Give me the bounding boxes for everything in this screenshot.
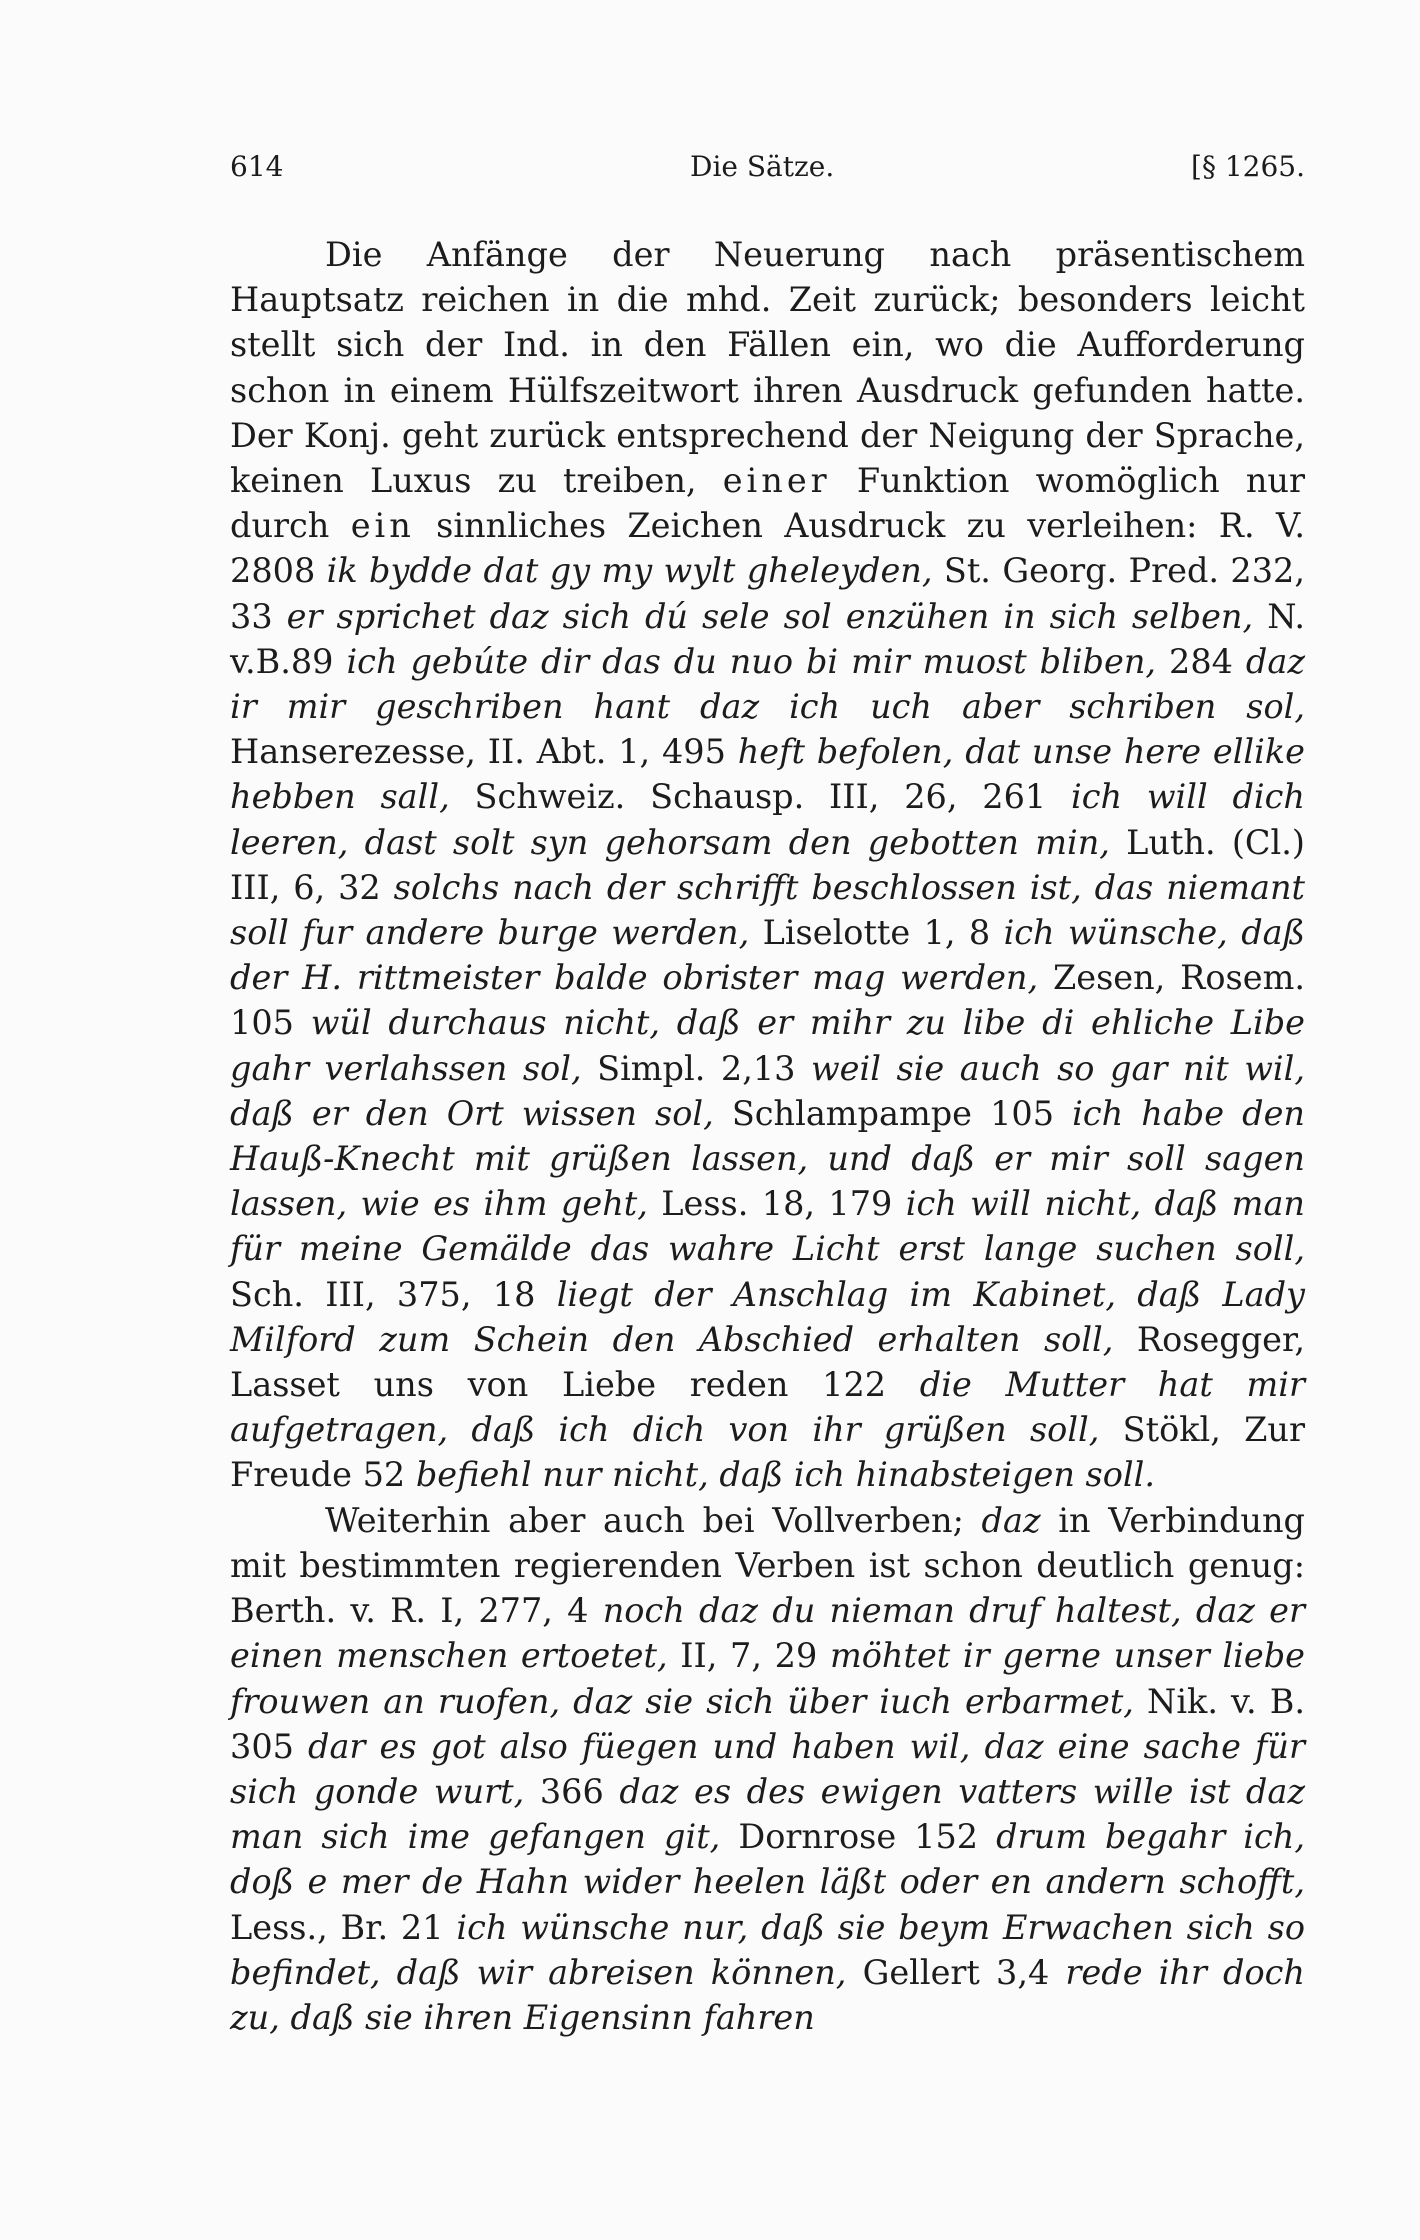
text-run: Liselotte 1, 8	[749, 913, 1004, 953]
text-run: Dornrose 152	[720, 1817, 997, 1857]
text-run: 366	[524, 1771, 620, 1811]
citation-quote: daz ir mir geschriben hant daz ich uch aber schriben sol,	[230, 641, 1305, 727]
citation-quote: liegt der Anschlag im Kabinet, daß Lady Milford zum Schein den Abschied erhalten soll,	[230, 1274, 1305, 1359]
text-run: Weiterhin aber auch bei Vollverben;	[325, 1500, 982, 1540]
running-title: Die Sätze.	[690, 150, 835, 183]
text-run: Hanserezesse, II. Abt. 1, 495	[230, 732, 738, 772]
citation-quote: dar es got also füegen und haben wil, daz eine sache für sich gonde wurt,	[230, 1726, 1305, 1811]
citation-quote: befiehl nur nicht, daß ich hinabsteigen soll.	[415, 1455, 1155, 1495]
citation-quote: solchs nach der schrifft beschlossen ist, das niemant soll fur andere burge werden,	[230, 867, 1305, 953]
text-run: Luth. (Cl.) III, 6, 32	[230, 822, 1305, 907]
citation-quote: drum begahr ich, doß e mer de Hahn wider heelen läßt oder en andern schofft,	[230, 1817, 1305, 1902]
text-run: Gellert 3,4	[846, 1952, 1066, 1992]
page-number: 614	[230, 150, 284, 183]
citation-quote: ich will nicht, daß man für meine Gemälde das wahre Licht erst lange suchen soll,	[230, 1184, 1305, 1269]
text-run: Simpl. 2,13	[581, 1048, 811, 1088]
text-run: Sch. III, 375, 18	[230, 1274, 557, 1314]
citation-quote: wül durchaus nicht, daß er mihr zu libe di ehliche Libe gahr verlahssen sol,	[230, 1003, 1306, 1088]
paragraph-2	[230, 1498, 1305, 2040]
text-run: in Verbindung mit bestimmten regierenden Verben ist schon deutlich genug: Berth. v. R. I, 277, 4	[230, 1500, 1305, 1631]
text-run: Less., Br. 21	[230, 1907, 457, 1947]
citation-quote: weil sie auch so gar nit wil, daß er den Ort wissen sol,	[230, 1048, 1305, 1133]
text-run: Schlampampe 105	[713, 1093, 1073, 1133]
text-run: II, 7, 29	[667, 1636, 830, 1676]
citation-quote: heft befolen, dat unse here ellike hebben sall,	[230, 732, 1305, 817]
citation-quote: möhtet ir gerne unser liebe frouwen an ruofen, daz sie sich über iuch erbarmet,	[230, 1636, 1305, 1721]
body-text	[230, 232, 1305, 2040]
citation-quote: noch daz du nieman druf haltest, daz er einen menschen ertoetet,	[230, 1591, 1306, 1676]
text-run: St. Georg. Pred. 232, 33	[230, 551, 1305, 636]
citation-quote: ik bydde dat gy my wylt gheleyden,	[326, 551, 933, 591]
text-run: Funktion womöglich nur durch	[230, 461, 1305, 546]
text-run: Less. 18, 179	[647, 1184, 906, 1224]
running-header	[230, 150, 1305, 200]
text-run: Schweiz. Schausp. III, 26, 261	[449, 777, 1072, 817]
citation-quote: ich habe den Hauß-Knecht mit grüßen lassen, und daß er mir soll sagen lassen, wie es ihm geht,	[230, 1093, 1306, 1224]
emphasis-spaced: ein	[350, 506, 415, 546]
section-marker: [§ 1265.	[1191, 150, 1305, 183]
citation-quote: er sprichet daz sich dú sele sol enzühen in sich selben,	[286, 596, 1254, 636]
citation-quote: ich wünsche nur, daß sie beym Erwachen sich so befindet, daß wir abreisen können,	[230, 1907, 1305, 1992]
citation-quote: daz	[981, 1500, 1041, 1540]
citation-quote: die Mutter hat mir aufgetragen, daß ich dich von ihr grüßen soll,	[230, 1365, 1306, 1450]
citation-quote: ich wünsche, daß der H. rittmeister balde obrister mag werden,	[230, 913, 1305, 998]
citation-quote: ich will dich leeren, dast solt syn gehorsam den gebotten min,	[230, 777, 1305, 862]
text-run: Nik. v. B. 305	[230, 1681, 1305, 1766]
text-run: Die Anfänge der Neuerung nach präsentischem Hauptsatz reichen in die mhd. Zeit zurück; besonders leicht stellt sich der Ind. in den Fällen ein, wo die Aufforderung schon in einem Hülfszeitwort ihren Ausdruck gefunden hatte. Der Konj. geht zurück entsprechend der Neigung der Sprache, keinen Luxus zu treiben,	[230, 235, 1305, 501]
citation-quote: daz es des ewigen vatters wille ist daz man sich ime gefangen git,	[230, 1771, 1306, 1857]
paragraph-1	[230, 232, 1305, 1498]
text-run: sinnliches Zeichen Ausdruck zu verleihen: R. V. 2808	[230, 506, 1305, 591]
emphasis-spaced: einer	[722, 461, 831, 501]
citation-quote: ich gebúte dir das du nuo bi mir muost bliben,	[346, 641, 1157, 681]
text-run: Stökl, Zur Freude 52	[230, 1410, 1306, 1495]
text-run: Zesen, Rosem. 105	[230, 958, 1305, 1043]
text-run: Rosegger, Lasset uns von Liebe reden 122	[230, 1319, 1305, 1405]
text-run: N. v.B.89	[230, 596, 1306, 681]
text-run: 284	[1156, 641, 1246, 681]
citation-quote: rede ihr doch zu, daß sie ihren Eigensinn fahren	[230, 1952, 1305, 2037]
